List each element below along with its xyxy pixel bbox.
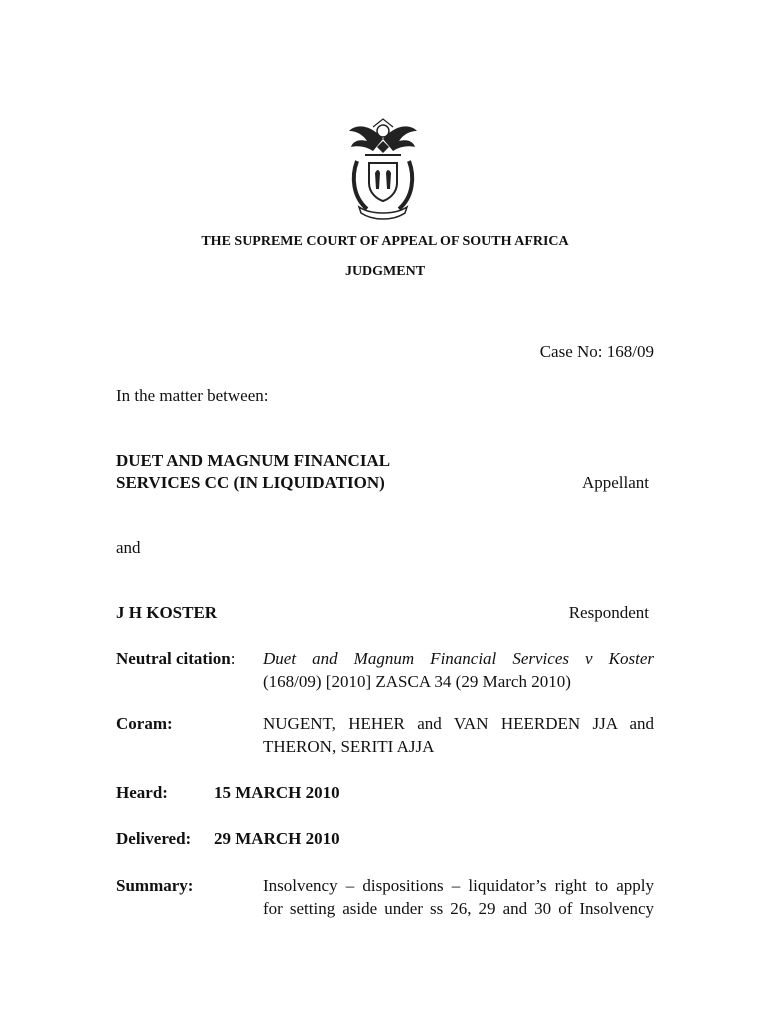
delivered-label: Delivered:: [116, 829, 192, 848]
document-type: JUDGMENT: [344, 264, 426, 279]
heard-date: 15 MARCH 2010: [214, 783, 340, 802]
neutral-citation-line2: (168/09) [2010] ZASCA 34 (29 March 2010): [263, 672, 571, 691]
summary-line2: for setting aside under ss 26, 29 and 30 of Insolvency: [263, 899, 654, 918]
appellant-name-line2: SERVICES CC (IN LIQUIDATION): [116, 473, 385, 492]
neutral-citation-label: [116, 649, 235, 669]
respondent-role: Respondent: [568, 603, 649, 622]
matter-between: In the matter between:: [116, 386, 269, 405]
neutral-citation-line1: Duet and Magnum Financial Services v Koster: [263, 649, 654, 668]
summary-label: Summary:: [116, 876, 194, 895]
coram-label: Coram:: [116, 714, 173, 733]
coram-line2: THERON, SERITI AJJA: [263, 737, 435, 756]
summary-line1: Insolvency – dispositions – liquidator’s right to apply: [263, 876, 654, 895]
court-name: THE SUPREME COURT OF APPEAL OF SOUTH AFRICA: [201, 234, 569, 249]
delivered-date: 29 MARCH 2010: [214, 829, 340, 848]
case-number: Case No: 168/09: [539, 342, 654, 361]
appellant-role: Appellant: [581, 473, 649, 492]
coram-line1: NUGENT, HEHER and VAN HEERDEN JJA and: [263, 714, 654, 733]
heard-label: Heard:: [116, 783, 168, 802]
appellant-name-line1: DUET AND MAGNUM FINANCIAL: [116, 451, 391, 470]
neutral-citation-colon: :: [230, 649, 236, 668]
coat-of-arms-icon: [343, 117, 423, 221]
neutral-citation-label-text: Neutral citation: [116, 649, 231, 668]
and-connector: and: [116, 538, 141, 557]
respondent-name: J H KOSTER: [116, 603, 218, 622]
